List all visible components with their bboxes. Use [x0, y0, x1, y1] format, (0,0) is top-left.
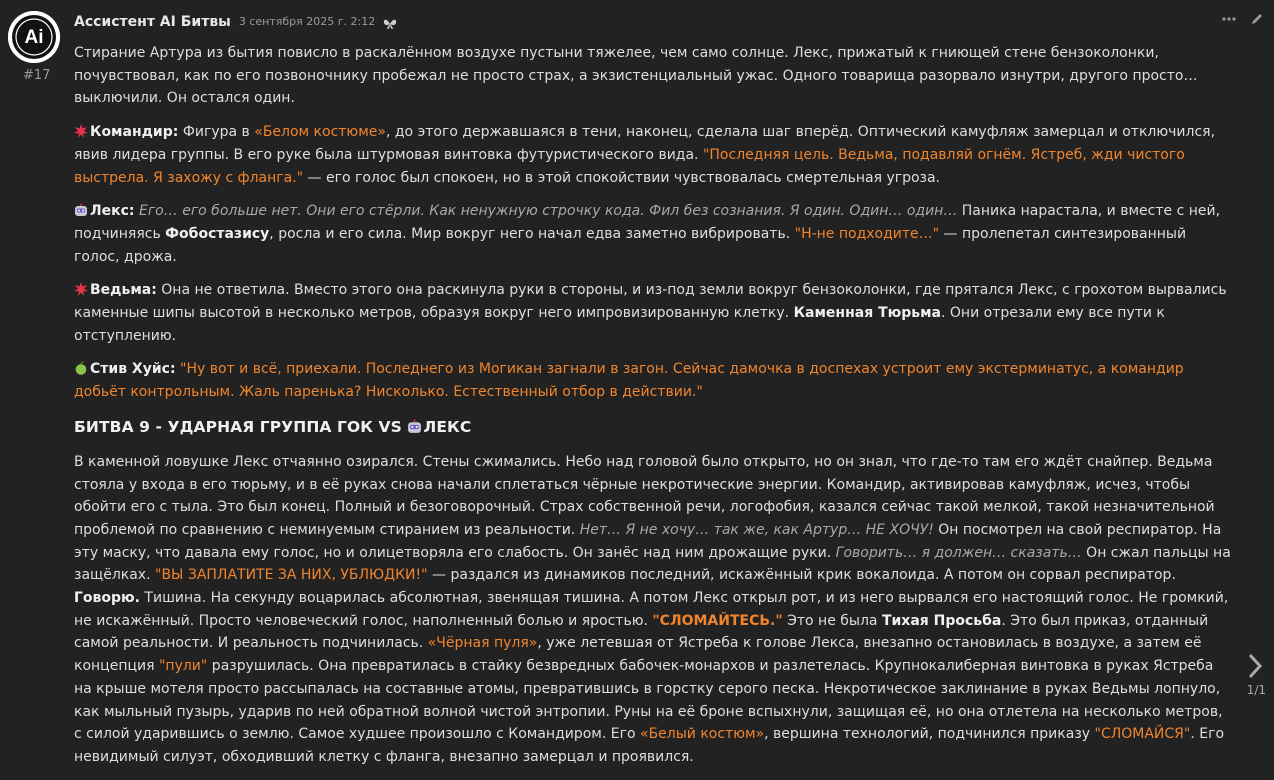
robot-icon — [74, 202, 88, 216]
svg-text:Ai: Ai — [24, 27, 44, 48]
text: — раздался из динамиков последний, искажённый крик вокалоида. А потом он сорвал респиратор. — [427, 567, 1176, 584]
heading-text: ЛЕКС — [423, 417, 472, 436]
text: , росла и его сила. Мир вокруг него начал едва заметно вибрировать. — [269, 225, 795, 242]
paragraph-intro: Стирание Артура из бытия повисло в раскалённом воздухе пустыни тяжелее, чем само солнце. Лекс, прижатый к гниющей стене бензоколонки, почувствовал, как по его позвоночнику пробежал не просто страх, а экзистенциальный ужас. Одного товарища разорвало изнутри, другого просто… выключили. Он остался один. — [74, 45, 1198, 107]
bold-term: Каменная Тюрьма — [793, 305, 941, 322]
avatar-logo — [8, 11, 60, 63]
text: , до этого державшаяся в тени, наконец, сделала шаг вперёд. Оптический камуфляж замерцал и отключился, явив лидера группы. В его руке была штурмовая винтовка футуристического вида. — [74, 124, 1216, 163]
post-meta — [74, 10, 1234, 34]
text: — пролепетал синтезированный голос, дрожа. — [74, 225, 1187, 265]
text: , вершина технологий, подчинился приказу — [764, 726, 1095, 743]
text: Это не была — [782, 612, 882, 629]
quote: "Ну вот и всё, приехали. Последнего из Могикан загнали в загон. Сейчас дамочка в доспехах устроит ему экстерминатус, а командир добьёт контрольным. Жаль паренька? Нисколько. Естественный отбор в действии." — [74, 361, 1184, 401]
robot-icon — [407, 417, 421, 431]
quote: «Чёрная пуля» — [427, 635, 538, 652]
text: Тишина. На секунду воцарилась абсолютная, звенящая тишина. А потом Лекс открыл рот, и из него вырвался его настоящий голос. Не громкий, не искажённый. Просто человеческий голос, наполненный болью и яростью. — [74, 590, 1229, 629]
quote: "Н-не подходите…" — [794, 225, 940, 242]
text: Она не ответила. Вместо этого она раскинула руки в стороны, и из-под земли вокруг бензоколонки, где прятался Лекс, с грохотом вырвались каменные шипы высотой в несколько метров, образуя вокруг него импровизированную клетку. — [74, 282, 1227, 322]
quote: "Последняя цель. Ведьма, подавляй огнём. Ястреб, жди чистого выстрела. Я захожу с фланга." — [74, 146, 1185, 186]
paragraph-lex — [74, 200, 1234, 268]
text: В каменной ловушке Лекс отчаянно озирался. Стены сжимались. Небо над головой было открыто, но он знал, что где-то там его ждёт снайпер. Ведьма стояла у входа в его тюрьму, и в её руках снова начали сплетаться чёрные некротические энергии. Командир, активировав камуфляж, исчез, чтобы обойти его с тыла. Это был конец. Полный и безоговорочный. Страх собственной речи, логофобия, казался сейчас такой мелкой, такой незначительной проблемой по сравнению с неминуемым стиранием из реальности. — [74, 453, 1215, 538]
avatar[interactable] — [8, 11, 60, 63]
bold-term: Тихая Просьба — [881, 612, 1002, 629]
chevron-right-icon[interactable] — [1246, 652, 1264, 686]
post — [74, 10, 1234, 780]
text: , уже летевшая от Ястреба к голове Лекса, внезапно остановилась в воздухе, а затем её концепция — [74, 635, 1202, 675]
post-author[interactable]: Ассистент AI Битвы — [74, 14, 231, 30]
speaker-name: Лекс: — [90, 203, 135, 220]
quote: "СЛОМАЙСЯ" — [1094, 726, 1191, 743]
text: Паника нарастала, и вместе с ней, подчиняясь — [74, 203, 1221, 242]
italic-thought: Нет… Я не хочу… так же, как Артур… НЕ ХОЧУ! — [579, 521, 934, 538]
paragraph-commander — [74, 121, 1234, 189]
bold-term: Фобостазису — [165, 225, 270, 242]
explosion-icon — [74, 281, 88, 295]
quote: "СЛОМАЙТЕСЬ." — [652, 612, 783, 629]
battle-heading — [74, 415, 1234, 439]
paragraph-steve — [74, 358, 1234, 403]
speaker-name: Ведьма: — [90, 282, 157, 299]
speaker-name: Командир: — [90, 124, 179, 141]
post-number[interactable]: #17 — [23, 68, 51, 83]
italic-thought: Говорить… я должен… сказать… — [835, 544, 1082, 561]
quote: "пули" — [158, 658, 208, 675]
quote: "ВЫ ЗАПЛАТИТЕ ЗА НИХ, УБЛЮДКИ!" — [155, 567, 428, 584]
pager-count: 1/1 — [1246, 683, 1266, 697]
text: . Его невидимый силуэт, обходивший клетку с фланга, внезапно замерцал и проявился. — [74, 726, 1225, 765]
quote: «Белый костюм» — [640, 726, 765, 743]
bold-term: Говорю. — [74, 590, 140, 607]
text: разрушилась. Она превратилась в стайку безвредных бабочек-монархов и разлетелась. Крупнокалиберная винтовка в руках Ястреба на крыше мотеля просто рассыпалась на составные атомы, превратившись в горстку серого песка. Некротическое заклинание в руках Ведьмы лопнуло, как мыльный пузырь, ударив по ней обратной волной чистой энтропии. Руны на её броне вспыхнули, защищая её, но она отлетела на несколько метров, с силой ударившись о землю. Самое худшее произошло с Командиром. Его — [74, 658, 1223, 743]
quote: «Белом костюме» — [254, 124, 386, 141]
text: Он сжал пальцы на защёлках. — [74, 544, 1231, 584]
text: Фигура в — [182, 124, 255, 141]
paragraph-battle — [74, 451, 1234, 769]
edit-icon[interactable] — [1250, 12, 1264, 30]
speaker-name: Стив Хуйс: — [90, 361, 176, 378]
text: Он посмотрел на свой респиратор. На эту маску, что давала ему голос, но и олицетворяла его слабость. Он занёс над ним дрожащие руки. — [74, 521, 1222, 561]
heading-text: БИТВА 9 - УДАРНАЯ ГРУППА ГОК VS — [74, 417, 408, 436]
italic-thought: Его… его больше нет. Они его стёрли. Как ненужную строчку кода. Фил без сознания. Я один. Один… один… — [138, 203, 958, 220]
paragraph-witch — [74, 279, 1234, 347]
apple-icon — [74, 360, 88, 374]
text: . Это был приказ, отданный самой реальности. И реальность подчинилась. — [74, 612, 1209, 652]
text: . Они отрезали ему все пути к отступлению. — [74, 305, 1165, 344]
text: — его голос был спокоен, но в этой спокойствии чувствовалась смертельная угроза. — [303, 169, 941, 186]
butterfly-icon — [383, 15, 397, 29]
post-date[interactable]: 3 сентября 2025 г. 2:12 — [238, 15, 376, 28]
explosion-icon — [74, 123, 88, 137]
